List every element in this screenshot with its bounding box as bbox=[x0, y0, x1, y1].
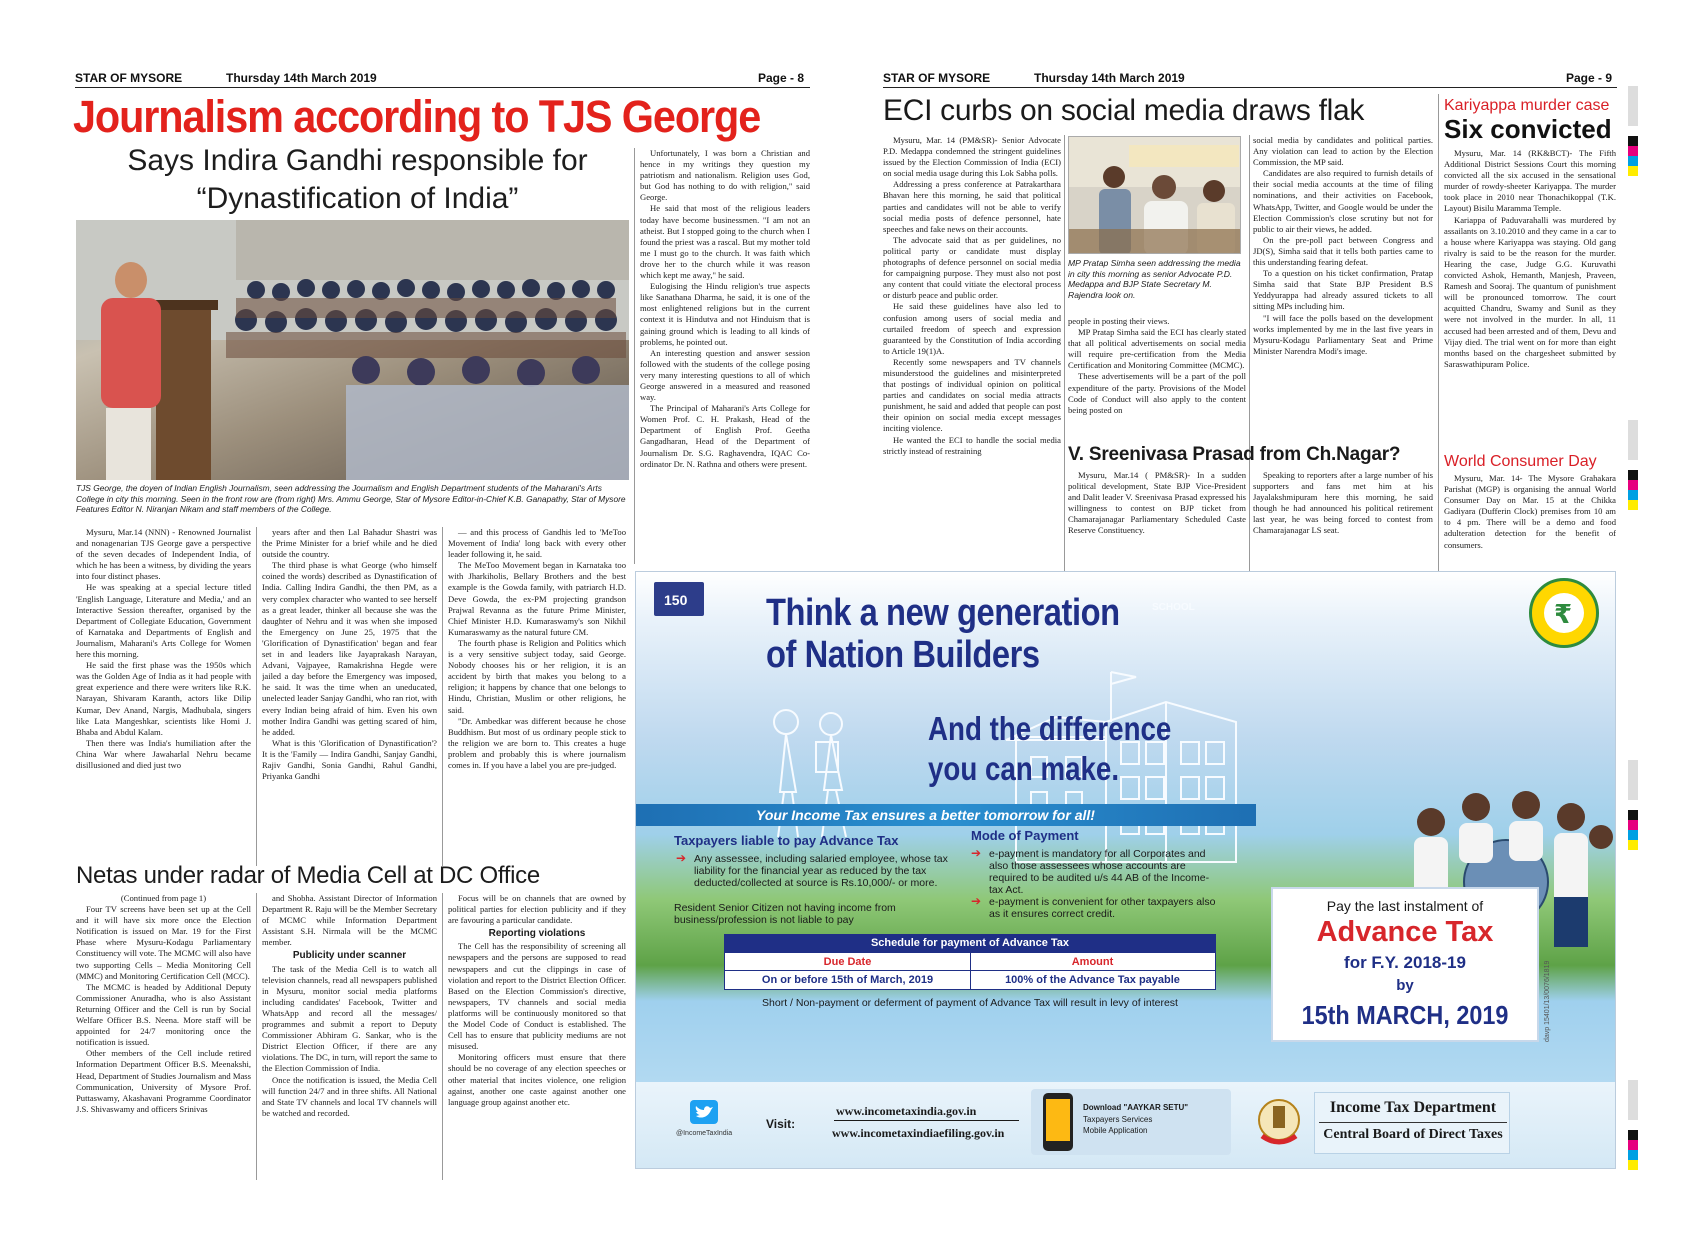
color-mark-yellow bbox=[1628, 1160, 1638, 1170]
eci-c3-p3: On the pre-poll pact between Congress and JD(S), Simha said that it tells both parties came to this understanding fearing defeat. bbox=[1253, 234, 1433, 268]
url-rule bbox=[834, 1120, 1019, 1121]
color-mark-magenta bbox=[1628, 146, 1638, 156]
schedule-col-due: Due Date bbox=[823, 956, 872, 968]
interest-note: Short / Non-payment or deferment of payment of Advance Tax will result in levy of interest bbox=[762, 997, 1178, 1009]
ad-banner bbox=[636, 804, 1256, 826]
netas-c2-p3: Once the notification is issued, the Media Cell will function 24/7 and in three shifts. All National and State TV channels and local TV channels will be watched and recorded. bbox=[262, 1074, 437, 1118]
netas-c1-p2: The MCMC is headed by Additional Deputy Commissioner Anuradha, who is also Assistant Returning Officer and the Cell is run by Social Welfare Officer B.S. Neena. More staff will be appointed for 24/7 monitoring once the notification is issued. bbox=[76, 981, 251, 1048]
rupee-icon bbox=[1532, 581, 1596, 645]
phone-icon bbox=[1043, 1093, 1073, 1151]
liable-item bbox=[674, 853, 974, 889]
schedule-amount-value: 100% of the Advance Tax payable bbox=[1005, 974, 1180, 986]
netas-c3-p3: Monitoring officers must ensure that there should be no coverage of any election speeches or other material that incites violence, one religion against, another one caste against another one language group against another etc. bbox=[448, 1052, 626, 1107]
kariyappa-headline: Six convicted bbox=[1444, 114, 1612, 144]
eci-headline: ECI curbs on social media draws flak bbox=[883, 94, 1365, 127]
lead-photo-drawing bbox=[76, 220, 629, 480]
eci-column-2 bbox=[1068, 316, 1246, 436]
lead-c1-p3: He said the first phase was the 1950s which was the Golden Age of India as it had people with great experience and there were writers like R.K. Narayan, Shivaram Karanth, actors like Dilip Kumar, Dev Anand, Nargis, Madhubala, singers like Lata Mangeshkar, scientists like Homi J. Bhaba and Abdul Kalam. bbox=[76, 660, 251, 737]
lead-subhead bbox=[80, 142, 635, 218]
lead-c3t-p5: The Principal of Maharani's Arts College for Women Prof. C. H. Prakash, Head of the Department of English Prof. Geetha Gangadharan, Head of the Department of Journalism Dr. S.G. Raghavendra, IQAC Co-ordinator Dr. N. Rathna and others were present. bbox=[640, 403, 810, 469]
lead-c1-p2: He was speaking at a special lecture titled 'English Language, Literature and Media,' and an Interactive Session thereafter, organised by the Department of Collegiate Education, Government of Karnataka and Departments of English and Journalism, Maharani's Arts College for Women here this morning. bbox=[76, 582, 251, 660]
column-rule bbox=[1249, 135, 1250, 573]
lead-column-2 bbox=[262, 527, 437, 866]
header-rule-right bbox=[883, 87, 1617, 88]
consumer-headline: World Consumer Day bbox=[1444, 453, 1597, 470]
davp-code: davp 15401/13/0076/1819 bbox=[1544, 960, 1551, 1042]
lead-c3t-p4: An interesting question and answer session followed with the students of the college posing very many interesting questions to all of which George answered in a measured and reasoned way. bbox=[640, 347, 810, 403]
school-sign-label: SCHOOL bbox=[1152, 602, 1195, 613]
ad-title-line-2: of Nation Builders bbox=[766, 634, 1040, 676]
app-line-2: Taxpayers Services bbox=[1083, 1115, 1153, 1124]
date-right: Thursday 14th March 2019 bbox=[1034, 71, 1185, 85]
lead-c2-p1: years after and then Lal Bahadur Shastri was the Prime Minister for a brief while and he died outside the country. bbox=[262, 527, 437, 560]
register-strip bbox=[1628, 760, 1638, 800]
kariyappa-kicker: Kariyappa murder case bbox=[1444, 97, 1610, 114]
sreenivasa-column-2 bbox=[1253, 470, 1433, 570]
netas-c3-p1: Focus will be on channels that are owned by political parties for election publicity and if they are favouring a particular candidate. bbox=[448, 893, 626, 926]
schedule-col-amount: Amount bbox=[1071, 956, 1114, 968]
logo-icon bbox=[654, 582, 704, 616]
register-strip bbox=[1628, 420, 1638, 460]
mode-text-1: e-payment is mandatory for all Corporates and also those assessees whose accounts are required to be audited u/s 44 AB of the Income-tax Act. bbox=[989, 848, 1210, 896]
liable-heading: Taxpayers liable to pay Advance Tax bbox=[674, 833, 899, 848]
kariyappa-p2: Kariappa of Paduvarahalli was murdered by assailants on 3.10.2010 and they came in a car to a house where Kariyappa was staying. Old gang rivalry is said to be the reason for the murder. Hearing the case, Judge G.G. Kuruvathi convicted Ashok, Hemanth, Manjesh, Praveen, Ramesh and Sooraj. The quantum of punishment will be pronounced tomorrow. The court acquitted Chandru, Swamy and Sunil as they were not involved in the murder. In all, 11 accused had been arrested and of them, Devu and Vijay died. The trial went on for more than eight months based on the chargesheet submitted by Saraswathipuram Police. bbox=[1444, 214, 1616, 369]
netas-c1-cont: (Continued from page 1) bbox=[120, 893, 207, 903]
sreenivasa-headline: V. Sreenivasa Prasad from Ch.Nagar? bbox=[1068, 444, 1401, 465]
lead-headline: Journalism according to TJS George bbox=[73, 91, 761, 142]
lead-column-3-top bbox=[640, 148, 810, 564]
lead-photo-caption: TJS George, the doyen of Indian English Journalism, seen addressing the Journalism and English Department students of the Maharani's Arts College in city this morning. Seen in the front row are (from right) Mrs. Ammu George, Star of Mysore Editor-in-Chief K.B. Ganapathy, Star of Mysore Features Editor N. Niranjan Nikam and staff members of the College. bbox=[76, 483, 626, 514]
lead-c3t-p3: Eulogising the Hindu religion's true aspects like Sanathana Dharma, he said, it is one of the most enlightened religions but in the current context it is Hindutva and not Hinduism that is gaining ground which is leading to all kinds of problems, he pointed out. bbox=[640, 281, 810, 347]
dept-line-1: Income Tax Department bbox=[1329, 1099, 1497, 1116]
consumer-body bbox=[1444, 473, 1616, 569]
color-mark-cyan bbox=[1628, 1150, 1638, 1160]
eci-c2-p3: These advertisements will be a part of the poll expenditure of the party. Provisions of the Model Code of Conduct will also apply to the content being posted on bbox=[1068, 371, 1246, 415]
deadline-box bbox=[1271, 887, 1539, 1042]
eci-c1-p2: Addressing a press conference at Patrakarthara Bhavan here this morning, he said that political parties and candidates will not be able to verify social media posts of defence personnel, hate speeches and fake news on their accounts. bbox=[883, 179, 1061, 234]
netas-subhead-reporting: Reporting violations bbox=[488, 928, 586, 940]
ad-tagline bbox=[928, 709, 1171, 789]
arrow-icon: ➔ bbox=[676, 851, 687, 865]
color-mark-magenta bbox=[1628, 820, 1638, 830]
school-sign bbox=[1152, 602, 1212, 616]
color-mark-cyan bbox=[1628, 830, 1638, 840]
netas-column-3 bbox=[448, 893, 626, 1180]
dept-line-2: Central Board of Direct Taxes bbox=[1323, 1127, 1503, 1142]
color-mark-yellow bbox=[1628, 166, 1638, 176]
netas-headline: Netas under radar of Media Cell at DC Office bbox=[76, 862, 540, 889]
twitter-icon bbox=[690, 1100, 718, 1124]
department-box bbox=[1314, 1092, 1510, 1154]
schedule-table bbox=[724, 934, 1216, 990]
deadline-by: by bbox=[1396, 977, 1414, 994]
deadline-line-1: Pay the last instalment of bbox=[1326, 898, 1484, 914]
register-strip bbox=[1628, 86, 1638, 126]
arrow-icon: ➔ bbox=[971, 846, 982, 860]
dept-rule bbox=[1319, 1122, 1507, 1123]
lead-photo bbox=[76, 220, 629, 480]
eci-c3-p5: "I will face the polls based on the development works implemented by me in the last five years in Mysuru-Kodagu Parliamentary Seat and Prime Minister Narendra Modi's image. bbox=[1253, 312, 1433, 356]
lead-c3t-p2: He said that most of the religious leaders today have become businessmen. "I am not an atheist. But I stopped going to the church when I found the priest was a rascal. But my mother told me I must go to the church. It was faith which drove her to the church while it was reason which kept me away," he said. bbox=[640, 203, 810, 281]
app-promo bbox=[1031, 1089, 1231, 1155]
kariyappa-p1: Mysuru, Mar. 14 (RK&BCT)- The Fifth Additional District Sessions Court this morning convicted all the six accused in the sensational murder of rowdy-sheeter Kariyappa. The murder took place in 2010 near Thonachikoppal (T.K. Layout) Bisilu Maramma Temple. bbox=[1444, 148, 1616, 214]
lead-column-3-bottom bbox=[448, 527, 626, 866]
ad-tagline-line-1: And the difference bbox=[928, 710, 1172, 747]
schedule-title: Schedule for payment of Advance Tax bbox=[870, 937, 1070, 949]
eci-c3-p1: social media by candidates and political parties. Any violation can lead to action by the Election Commission, the MP said. bbox=[1253, 135, 1433, 168]
column-rule bbox=[256, 527, 257, 866]
netas-c1-p1: Four TV screens have been set up at the Cell and it will have six more once the Election Notification is issued on Mar. 19 for the First Phase where Mysuru-Kodagu Parliamentary Constituency will vote. The MCMC will also have two supporting Cells – Media Monitoring Cell (MMC) and Monitoring Certification Cell (MCC). bbox=[76, 904, 251, 981]
lead-c3b-p4: "Dr. Ambedkar was different because he chose Buddhism. But most of us ordinary people stick to the religion we are born to. This creates a huge problem and probably this is where journalism comes in. If you have a label you are pre-judged. bbox=[448, 715, 626, 770]
deadline-fy: for F.Y. 2018-19 bbox=[1344, 953, 1466, 972]
color-mark-black bbox=[1628, 470, 1638, 480]
eci-c2-p1: people in posting their views. bbox=[1068, 316, 1170, 326]
eci-c1-p1: Mysuru, Mar. 14 (PM&SR)- Senior Advocate P.D. Medappa condemned the stringent guidelines issued by the Election Commission of India (ECI) on social media usage during this Lok Sabha polls. bbox=[883, 135, 1061, 179]
color-mark-magenta bbox=[1628, 1140, 1638, 1150]
url-incometaxindia[interactable]: www.incometaxindia.gov.in bbox=[836, 1104, 977, 1118]
ad-tagline-line-2: you can make. bbox=[928, 750, 1120, 787]
column-rule bbox=[442, 893, 443, 1180]
column-rule bbox=[1438, 94, 1439, 573]
sreenivasa-c2-p1: Speaking to reporters after a large number of his supporters and fans met him at his Jayalakshmipuram here this morning, he said though he had announced his political retirement last year, he was being forced to contest from Chamarajanagar LS seat. bbox=[1253, 470, 1433, 536]
lead-c3b-p3: The fourth phase is Religion and Politics which is a very sensitive subject today, said George. Nobody chooses his or her religion, it is an accident by birth that makes you belong to a religion; it happens by chance that one belongs to Hindu, Christian, Muslim or other religions, he said. bbox=[448, 637, 626, 715]
lead-c3b-p2: The MeToo Movement began in Karnataka too with Jharkiholis, Bellary Brothers and the best example is the Gowda family, with patriarch H.D. Deve Gowda, the ex-PM projecting grandson Prajwal Revanna as the future Prime Minister, Chief Minister H.D. Kumaraswamy's son Nikhil Kumaraswamy as the natural future CM. bbox=[448, 560, 626, 637]
swachh-rupee-logo bbox=[1529, 578, 1599, 648]
mode-text-2: e-payment is convenient for other taxpayers also as it ensures correct credit. bbox=[989, 896, 1216, 920]
page-number-left: Page - 8 bbox=[758, 71, 805, 85]
eci-photo-caption: MP Pratap Simha seen addressing the media in city this morning as senior Advocate P.D. Medappa and BJP State Secretary M. Rajendra look on. bbox=[1068, 258, 1241, 300]
schedule-title-bar bbox=[725, 935, 1215, 953]
eci-c1-p3: The advocate said that as per guidelines, no political party or candidate must display photographs of defence personnel on social media for campaigning purpose. They must also not post any content that could vitiate the electoral process or disturb peace and public order. bbox=[883, 234, 1061, 301]
eci-c1-p5: Recently some newspapers and TV channels misunderstood the guidelines and misinterpreted that postings of individual opinion on political parties and candidates on social media attracts punishment, he said and added that people can post their opinion on social media except messages inciting violence. bbox=[883, 356, 1061, 434]
lead-c2-p2: The third phase is what George (who himself coined the words) described as Dynastification of India. Calling Indira Gandhi, the then PM, as a very complex character who wanted to see herself as a great leader, thinker all because she was the daughter of Nehru and it was when she imposed the Emergency on June 25, 1975 that the 'Glorification of Dynastification' began and fear set in and leaders like Jayaprakash Narayan, Advani, Vajpayee, Ramakrishna Hegde were jailed a day before the Emergency was imposed, he said. It was the time when an uneducated, unelected leader Sanjay Gandhi, who ran riot, with every Indian being afraid of him. Even his own mother Indira Gandhi was getting scared of him, he added. bbox=[262, 560, 437, 737]
lead-c1-p4: Then there was India's humiliation after the China War where Jawaharlal Nehru became disillusioned and died just two bbox=[76, 737, 251, 770]
deadline-advance-tax: Advance Tax bbox=[1316, 916, 1494, 948]
color-mark-yellow bbox=[1628, 500, 1638, 510]
eci-c3-p2: Candidates are also required to furnish details of their social media accounts at the time of filing nominations, and their activities on Facebook, WhatsApp, Twitter, and Google would be under the Election Commission's close scrutiny but not for public to air their views, he added. bbox=[1253, 168, 1433, 234]
mode-item-1 bbox=[971, 848, 1216, 896]
netas-column-2 bbox=[262, 893, 437, 1180]
eci-c3-p4: To a question on his ticket confirmation, Pratap Simha said that State BJP President B.S Yeddyurappa had already assured tickets to all sitting MPs including him. bbox=[1253, 268, 1433, 312]
header-rule-left bbox=[75, 87, 810, 88]
netas-subhead-publicity: Publicity under scanner bbox=[292, 950, 407, 962]
emblem-icon bbox=[1256, 1094, 1302, 1150]
color-mark-black bbox=[1628, 1130, 1638, 1140]
arrow-icon: ➔ bbox=[971, 894, 982, 908]
lead-subhead-line-2: “Dynastification of India” bbox=[196, 182, 519, 215]
color-mark-cyan bbox=[1628, 490, 1638, 500]
netas-c1-p3: Other members of the Cell include retired Information Department Officer B.S. Meenakshi, Head, Department of Studies Journalism and Mass Communication, University of Mysore Prof. Puttaswamy, Akashavani Programme Coordinator J.S. Shivaswamy and officers Srinivas bbox=[76, 1048, 251, 1114]
bird-icon bbox=[690, 1100, 718, 1124]
ad-banner-text: Your Income Tax ensures a better tomorrow for all! bbox=[756, 807, 1095, 823]
lead-c3b-p1: — and this process of Gandhis led to 'MeToo Movement of India' long back with every other leader following it, he said. bbox=[448, 527, 626, 560]
advance-tax-advertisement bbox=[635, 571, 1616, 1169]
column-rule bbox=[1064, 135, 1065, 573]
mode-heading: Mode of Payment bbox=[971, 828, 1079, 843]
national-emblem-icon bbox=[1256, 1094, 1302, 1150]
color-mark-black bbox=[1628, 136, 1638, 146]
twitter-handle: @IncomeTaxIndia bbox=[676, 1130, 733, 1137]
lead-c3t-p1: Unfortunately, I was born a Christian and hence in my writings they question my patriotism and nationalism. Religion uses God, but God has nothing to do with religion," said George. bbox=[640, 148, 810, 203]
date-left: Thursday 14th March 2019 bbox=[226, 71, 377, 85]
eci-column-3 bbox=[1253, 135, 1433, 437]
sreenivasa-c1-p1: Mysuru, Mar.14 ( PM&SR)- In a sudden political development, State BJP Vice-President and Dalit leader V. Sreenivasa Prasad expressed his willingness to contest on BJP ticket from Chamarajanagar Parliamentary Scheduled Caste Reserve Constituency. bbox=[1068, 470, 1246, 536]
eci-c1-p4: He said these guidelines have also led to confusion among users of social media and curtailed freedom of speech and expression guaranteed by the Constitution of India according to Article 19(1)A. bbox=[883, 301, 1061, 356]
color-mark-magenta bbox=[1628, 480, 1638, 490]
color-mark-cyan bbox=[1628, 156, 1638, 166]
deadline-date: 15th MARCH, 2019 bbox=[1301, 1000, 1509, 1030]
ad-title-line-1: Think a new generation bbox=[766, 592, 1120, 634]
column-rule bbox=[634, 148, 635, 564]
netas-c3-p2: The Cell has the responsibility of screening all newspapers and the persons are supposed to read newspapers and cut the clippings in case of violation and report to the District Election Officer. Based on the Election Commission's directive, newspapers, TV channels and social media platforms will be continuously monitored so that the Model Code of Conduct is established. The Cell has to ensure that publicity mediums are not misused. bbox=[448, 941, 626, 1052]
netas-c2-p2: The task of the Media Cell is to watch all television channels, read all newspapers published in Mysuru, monitor social media platforms including candidates' Facebook, Twitter and WhatsApp and record all the messages/ programmes and submit a report to Deputy Commissioner Abhiram G. Sankar, who is the District Election Officer, if there are any violations. The DC, in turn, will report the same to the Election Commission of India. bbox=[262, 963, 437, 1074]
cbdt-150-logo bbox=[654, 582, 704, 616]
lead-subhead-line-1: Says Indira Gandhi responsible for bbox=[127, 144, 588, 177]
eci-photo-drawing bbox=[1069, 137, 1241, 254]
register-strip bbox=[1628, 1080, 1638, 1120]
page-number-right: Page - 9 bbox=[1566, 71, 1613, 85]
masthead-left: STAR OF MYSORE bbox=[75, 71, 183, 85]
netas-column-1 bbox=[76, 893, 251, 1180]
lead-column-1 bbox=[76, 527, 251, 866]
senior-citizen-note: Resident Senior Citizen not having income from business/profession is not liable to pay bbox=[674, 902, 896, 926]
schedule-due-value: On or before 15th of March, 2019 bbox=[761, 974, 934, 986]
eci-c2-p2: MP Pratap Simha said the ECI has clearly stated that all political advertisements on social media will require pre-certification from the Media Certification and Monitoring Committee (MCMC). bbox=[1068, 327, 1246, 371]
netas-c2-p1: and Shobha. Assistant Director of Information Department R. Raju will be the Member Secretary of MCMC while Information Department Assistant S.H. Nirmala will be the MCMC member. bbox=[262, 893, 437, 948]
lead-c2-p3: What is this 'Glorification of Dynastification'? It is the 'Family — Indira Gandhi, Sanjay Gandhi, Rajiv Gandhi, Sonia Gandhi, Rahul Gandhi, Priyanka Gandhi bbox=[262, 737, 437, 782]
svg-text:₹: ₹ bbox=[1554, 600, 1573, 630]
kariyappa-body bbox=[1444, 148, 1616, 448]
masthead-right: STAR OF MYSORE bbox=[883, 71, 991, 85]
eci-column-1 bbox=[883, 135, 1061, 573]
color-mark-yellow bbox=[1628, 840, 1638, 850]
eci-photo bbox=[1068, 136, 1241, 254]
column-rule bbox=[256, 893, 257, 1180]
liable-text: Any assessee, including salaried employee, whose tax liability for the financial year as reduced by the tax deducted/collected at source is Rs.10,000/- or more. bbox=[694, 853, 948, 889]
visit-label: Visit: bbox=[766, 1117, 796, 1131]
lead-c1-p1: Mysuru, Mar.14 (NNN) - Renowned Journalist and nonagenarian TJS George gave a perspective of the seven decades of Independent India, of which he has been a witness, by dividing the years into four distinct phases. bbox=[76, 527, 251, 582]
url-efiling[interactable]: www.incometaxindiaefiling.gov.in bbox=[832, 1126, 1005, 1140]
mode-item-2 bbox=[971, 896, 1216, 920]
column-rule bbox=[442, 527, 443, 866]
app-line-1: Download "AAYKAR SETU" bbox=[1083, 1103, 1189, 1112]
eci-c1-p6: He wanted the ECI to handle the social media strictly instead of restraining bbox=[883, 434, 1061, 456]
sreenivasa-column-1 bbox=[1068, 470, 1246, 570]
color-mark-black bbox=[1628, 810, 1638, 820]
svg-text:150: 150 bbox=[664, 592, 688, 608]
consumer-p1: Mysuru, Mar. 14- The Mysore Grahakara Parishat (MGP) is organising the annual World Consumer Day on Mar. 15 at the Chikka Gadiyara (Dufferin Clock) premises from 10 am to 4 pm. There will be a demo and food adulteration detection for the benefit of consumers. bbox=[1444, 473, 1616, 550]
ad-footer bbox=[636, 1082, 1615, 1168]
app-screen bbox=[1046, 1099, 1070, 1141]
app-line-3: Mobile Application bbox=[1083, 1126, 1148, 1135]
